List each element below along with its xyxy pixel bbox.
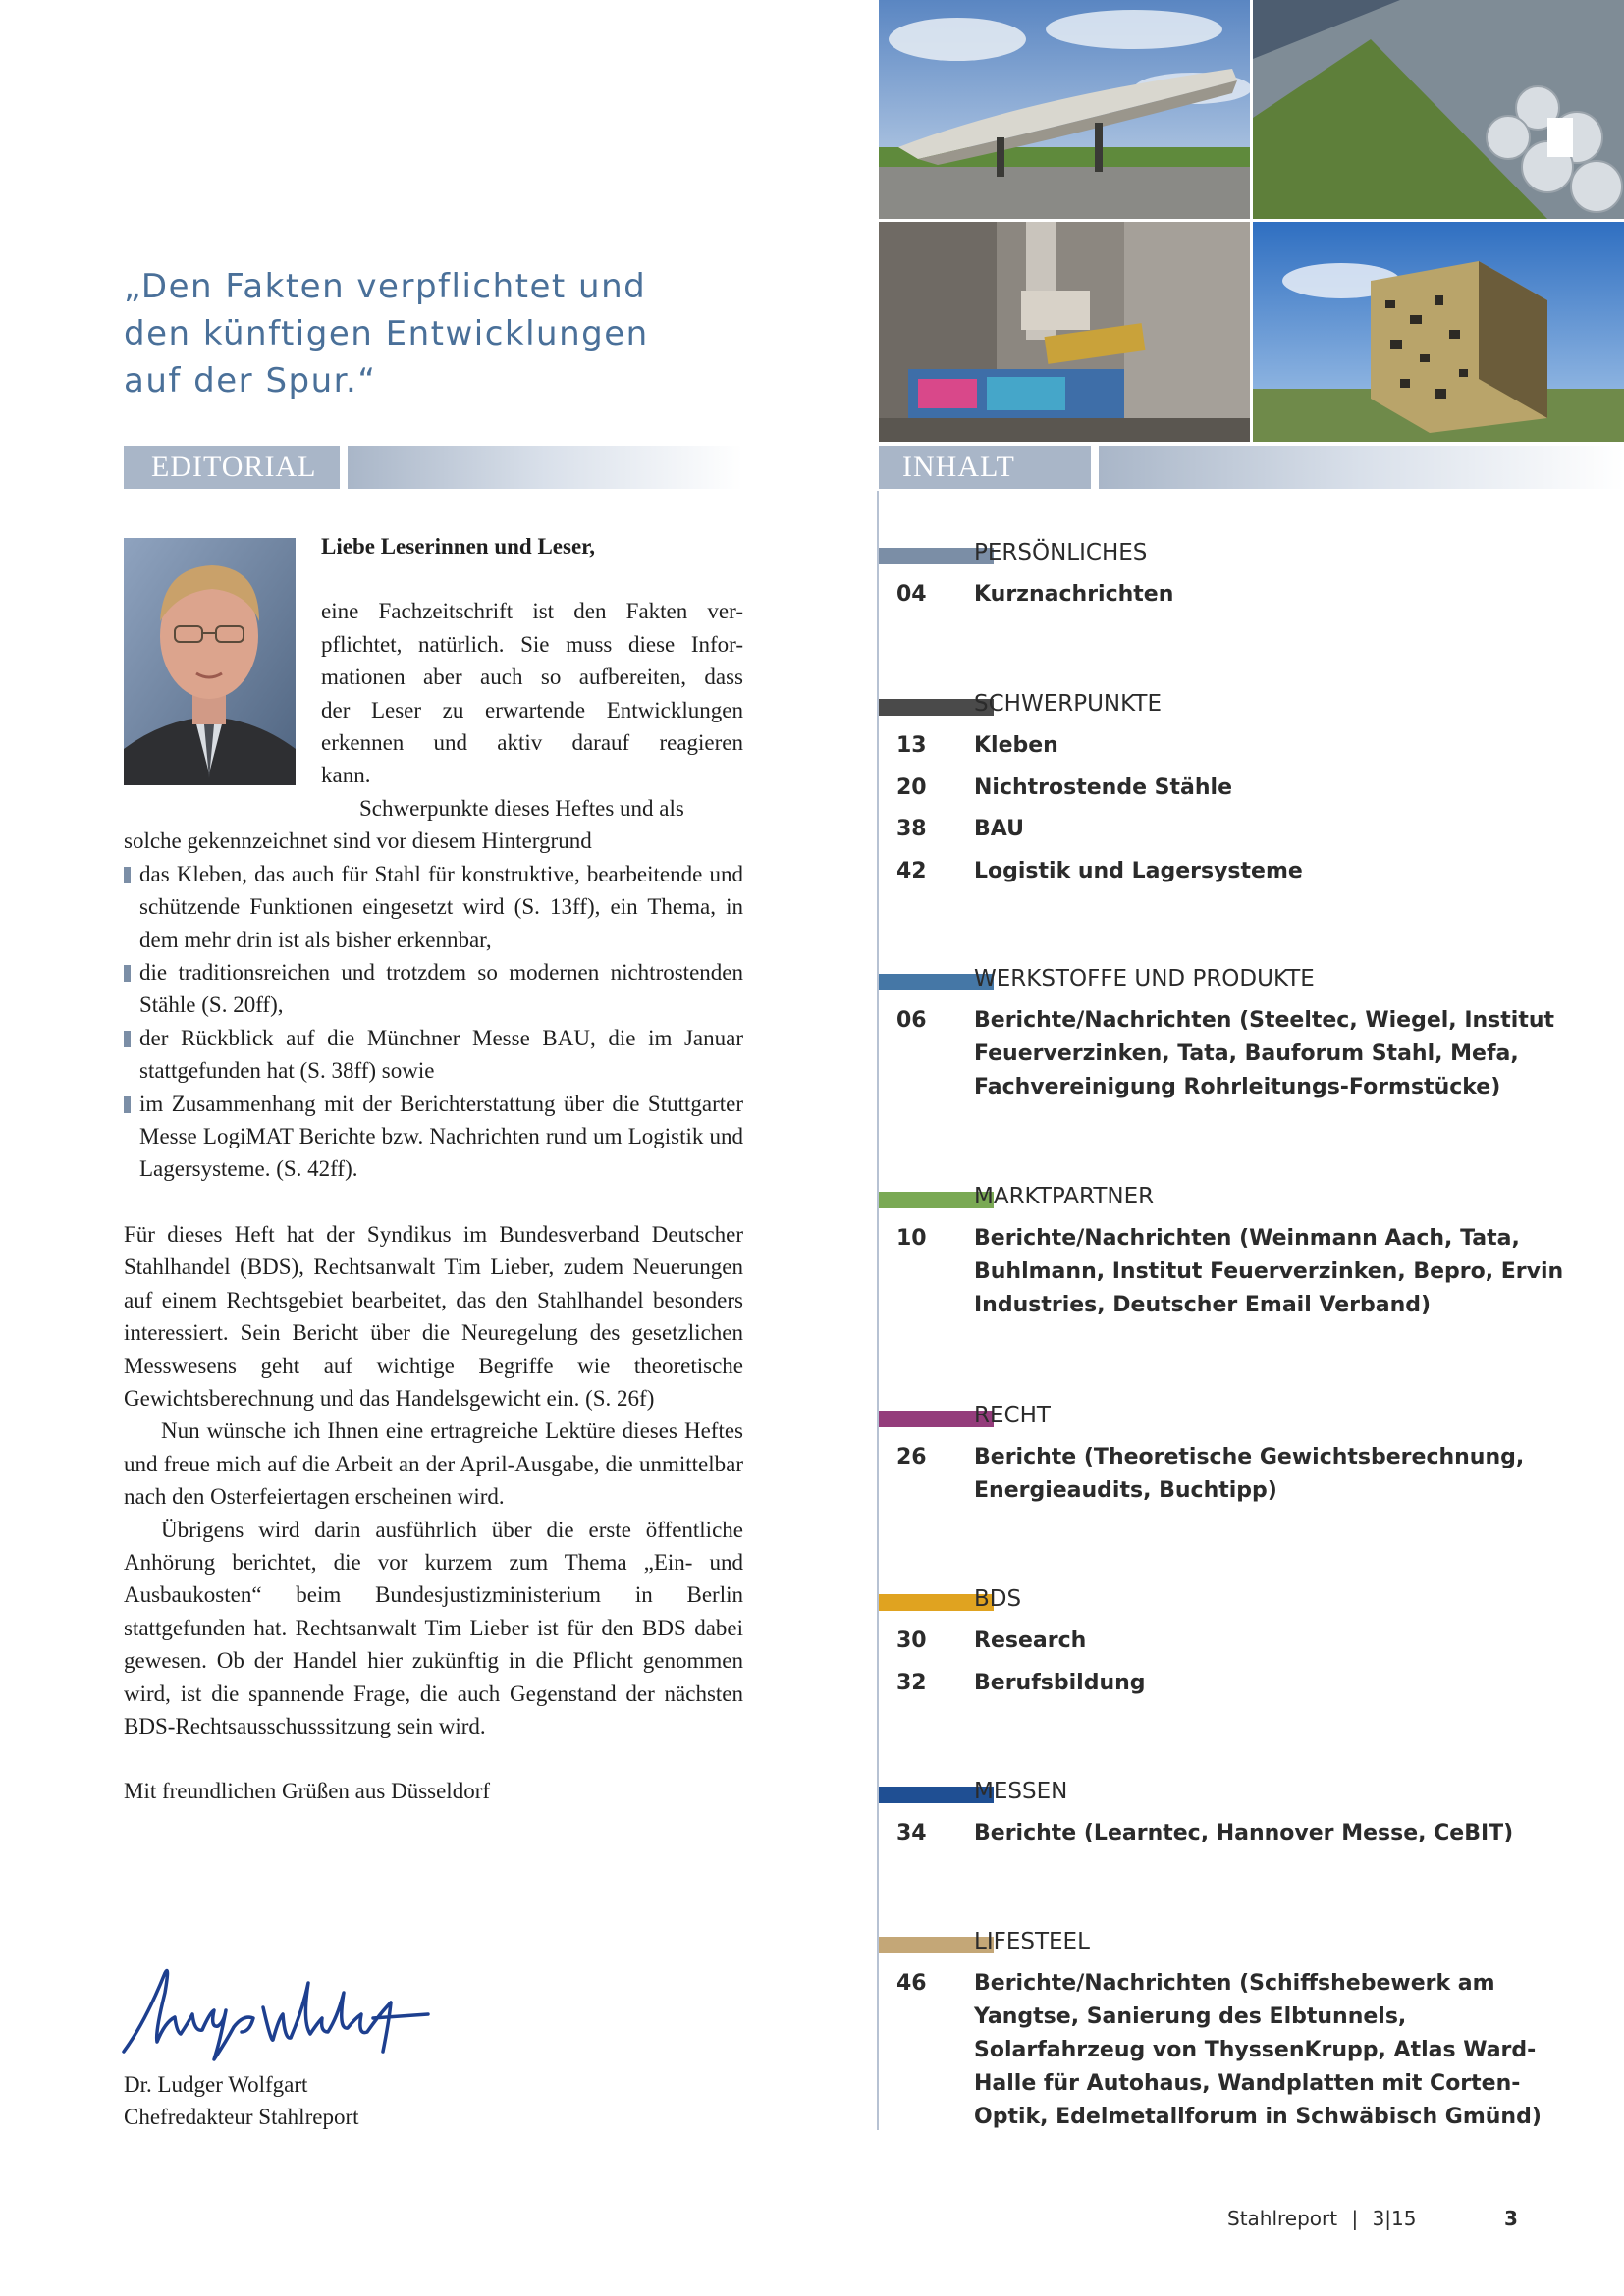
toc-entry-title: Research — [974, 1629, 1087, 1653]
category-label: WERKSTOFFE UND PRODUKTE — [974, 966, 1315, 991]
author-name: Dr. Ludger Wolfgart — [124, 2072, 308, 2097]
toc-page-number: 42 — [896, 858, 927, 883]
category-label: RECHT — [974, 1403, 1051, 1428]
category-label: SCHWERPUNKTE — [974, 691, 1162, 717]
toc-entry-title: Berichte/Nachrichten (Weinmann Aach, Tata, Buhlmann, Institut Feuerverzinken, Bepro, Ervin Industries, Deutscher Email Verband) — [974, 1226, 1564, 1317]
quote-line: den künftigen Entwicklungen — [124, 314, 649, 353]
toc-entry-title: Logistik und Lagersysteme — [974, 858, 1303, 883]
list-item: der Rückblick auf die Münchner Messe BAU, die im Januar stattgefunden hat (S. 38ff) sowie — [124, 1022, 743, 1088]
toc-entry-title: BAU — [974, 817, 1024, 842]
toc-page-number: 06 — [896, 1008, 927, 1033]
toc-page-number: 13 — [896, 733, 927, 758]
quote-line: „Den Fakten verpflichtet und — [124, 267, 647, 306]
toc-page-number: 34 — [896, 1821, 927, 1845]
editorial-quote — [124, 263, 674, 404]
text-line: erkennen und aktiv darauf reagieren — [321, 730, 743, 756]
footer — [1227, 2205, 1600, 2232]
contents-header-gradient — [1099, 446, 1624, 489]
toc-entry-title: Kleben — [974, 733, 1058, 758]
text-line: pflichtet, natürlich. Sie muss diese Infor- — [321, 631, 743, 657]
photo-canopy-building — [879, 0, 1250, 219]
category-label: MESSEN — [974, 1779, 1068, 1804]
author-block — [124, 2068, 615, 2134]
toc-entry-title: Berichte (Theoretische Gewichtsberechnung, Energieaudits, Buchtipp) — [974, 1445, 1525, 1503]
category-label: PERSÖNLICHES — [974, 540, 1148, 565]
editorial-bullet-list — [124, 858, 743, 1186]
editorial-closing: Mit freundlichen Grüßen aus Düsseldorf — [124, 1779, 491, 1804]
toc-page-number: 20 — [896, 774, 927, 800]
photo-gold-facade-building — [1253, 222, 1624, 442]
editorial-greeting: Liebe Leserinnen und Leser, — [321, 534, 596, 559]
text-line: der Leser zu erwartende Entwicklungen — [321, 697, 743, 722]
footer-separator: | — [1351, 2207, 1359, 2230]
list-item: im Zusammenhang mit der Berichterstattung über die Stuttgarter Messe LogiMAT Berichte bzw. Nachrichten rund um Logistik und Lagersysteme. (S. 42ff). — [124, 1088, 743, 1186]
text-line: kann. — [321, 763, 371, 788]
contents-divider-line — [877, 491, 879, 2130]
text-line: mationen aber auch so aufbereiten, dass — [321, 665, 743, 690]
toc-page-number: 04 — [896, 582, 927, 607]
list-item: das Kleben, das auch für Stahl für konstruktive, bearbeitende und schützende Funktionen eingesetzt wird (S. 13ff), ein Thema, in dem mehr drin ist als bisher erkennbar, — [124, 858, 743, 956]
toc-entry-title: Berichte/Nachrichten (Steeltec, Wiegel, Institut Feuerverzinken, Tata, Bauforum Stahl, Mefa, Fachvereinigung Rohrleitungs-Formstücke) — [974, 1008, 1555, 1099]
toc-page-number: 10 — [896, 1226, 927, 1251]
toc-page-number: 26 — [896, 1445, 927, 1469]
toc-page-number: 46 — [896, 1971, 927, 1996]
toc-entry-title: Berufsbildung — [974, 1670, 1146, 1695]
editorial-paragraph-2: Schwerpunkte dieses Heftes und als solche gekennzeichnet sind vor diesem Hintergrund — [124, 796, 684, 854]
editorial-section-header — [124, 446, 742, 489]
editorial-paragraph-4: Nun wünsche ich Ihnen eine ertragreiche Lektüre dieses Heftes und freue mich auf die Arbeit an der April-Ausgabe, die unmittelbar nach den Osterfeiertagen erscheinen wird. — [124, 1418, 743, 1510]
author-role: Chefredakteur Stahlreport — [124, 2105, 359, 2130]
editorial-header-gradient — [348, 446, 742, 489]
contents-header-label: INHALT — [879, 446, 1091, 489]
editor-portrait — [124, 538, 296, 785]
photo-machine-workshop — [879, 222, 1250, 442]
category-label: MARKTPARTNER — [974, 1184, 1155, 1209]
editorial-body — [124, 792, 743, 1808]
toc-page-number: 32 — [896, 1670, 927, 1695]
photo-steel-tubes — [1253, 0, 1624, 219]
quote-line: auf der Spur.“ — [124, 361, 377, 400]
category-label: BDS — [974, 1586, 1022, 1612]
toc-entry-title: Berichte (Learntec, Hannover Messe, CeBIT) — [974, 1821, 1514, 1845]
category-label: LIFESTEEL — [974, 1929, 1090, 1954]
editorial-paragraph-5: Übrigens wird darin ausführlich über die erste öffentliche Anhörung berichtet, die vor kurzem zum Thema „Ein- und Ausbaukosten“ beim Bundesjustizministerium in Berlin stattgefunden hat. Rechtsanwalt Tim Lieber ist für den BDS dabei gewesen. Ob der Handel hier zukünftig in die Pflicht genommen wird, ist die spannende Frage, die auch Gegenstand der nächsten BDS-Rechtsausschusssitzung sein wird. — [124, 1517, 743, 1738]
editorial-paragraph-3: Für dieses Heft hat der Syndikus im Bundesverband Deutscher Stahlhandel (BDS), Rechtsanwalt Tim Lieber, zudem Neuerungen auf einem Rechtsgebiet bearbeitet, das den Stahlhandel besonders interessiert. Sein Bericht über die Neuregelung des gesetzlichen Messwesens geht auf wichtige Begriffe wie theoretische Gewichtsberechnung und das Handelsgewicht ein. (S. 26f) — [124, 1221, 743, 1411]
signature — [116, 1953, 440, 2071]
contents-section-header — [879, 446, 1624, 489]
list-item: die traditionsreichen und trotzdem so modernen nichtrostenden Stähle (S. 20ff), — [124, 956, 743, 1022]
toc-entry-title: Nichtrostende Stähle — [974, 774, 1232, 800]
text-line: eine Fachzeitschrift ist den Fakten ver- — [321, 599, 743, 624]
toc-entry-title: Kurznachrichten — [974, 582, 1174, 607]
toc-page-number: 38 — [896, 817, 927, 842]
editorial-paragraph-1 — [321, 595, 743, 791]
toc-entry-title: Berichte/Nachrichten (Schiffshebewerk am Yangtse, Sanierung des Elbtunnels, Solarfahrzeug von ThyssenKrupp, Atlas Ward-Halle für Autohaus, Wandplatten mit Corten-Optik, Edelmetallforum in Schwäbisch Gmünd) — [974, 1971, 1542, 2129]
footer-issue: 3|15 — [1372, 2207, 1417, 2230]
editorial-header-label: EDITORIAL — [124, 446, 340, 489]
toc-page-number: 30 — [896, 1629, 927, 1653]
footer-page-number: 3 — [1504, 2207, 1518, 2230]
footer-magazine: Stahlreport — [1227, 2207, 1338, 2230]
editorial-intro — [321, 530, 743, 792]
